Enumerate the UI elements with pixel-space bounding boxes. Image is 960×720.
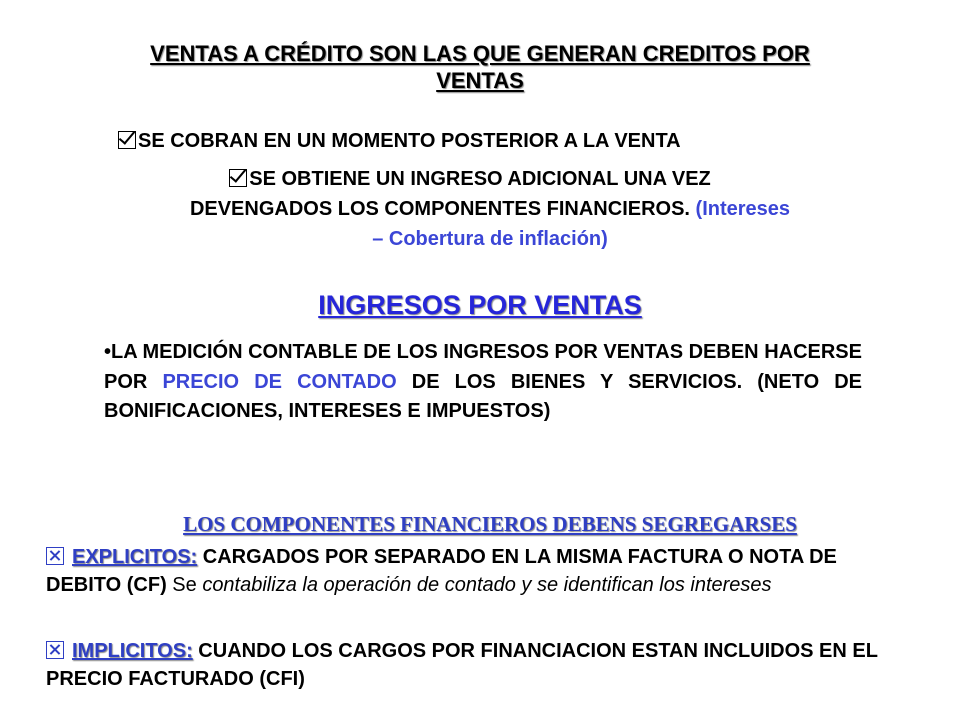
check-box-icon xyxy=(118,131,136,149)
title-line-2: VENTAS xyxy=(436,68,524,93)
item-text-implicitos: CUANDO LOS CARGOS POR FINANCIACION ESTAN INCLUIDOS EN EL PRECIO FACTURADO (CFI) xyxy=(46,640,878,690)
title-line-1: VENTAS A CRÉDITO SON LAS QUE GENERAN CREDITOS POR xyxy=(150,41,810,66)
check-item-2-line-2-text: DEVENGADOS LOS COMPONENTES FINANCIEROS. xyxy=(189,198,696,220)
ingresos-paragraph xyxy=(104,338,862,427)
check-item-2-line-1-text: SE OBTIENE UN INGRESO ADICIONAL UNA VEZ xyxy=(249,168,711,190)
check-item-2-line-3: – Cobertura de inflación) xyxy=(372,228,608,250)
ingresos-text-before: LA MEDICIÓN CONTABLE DE LOS INGRESOS POR VENTAS DEBEN HACERSE POR xyxy=(104,341,862,393)
check-item-2-line-1 xyxy=(60,164,920,194)
ingresos-highlight: PRECIO DE CONTADO xyxy=(162,370,397,393)
item-text-explicitos: CARGADOS POR SEPARADO EN LA MISMA FACTURA O NOTA DE DEBITO (CF) xyxy=(46,546,837,596)
check-item-2 xyxy=(60,164,920,254)
item-label-implicitos: IMPLICITOS: xyxy=(72,640,193,662)
item-label-explicitos: EXPLICITOS: xyxy=(72,546,198,568)
x-box-icon xyxy=(46,641,64,659)
check-item-1 xyxy=(118,126,918,156)
componentes-heading: LOS COMPONENTES FINANCIEROS DEBENS SEGREGARSES xyxy=(183,512,797,536)
check-box-icon xyxy=(229,169,247,187)
check-item-2-line-2-highlight: (Intereses xyxy=(695,198,791,220)
bullet-icon: • xyxy=(104,341,112,363)
item-text-explicitos-normal: Se xyxy=(166,573,203,596)
page-title xyxy=(60,40,900,94)
componentes-item-implicitos xyxy=(46,638,896,693)
check-item-2-line-2 xyxy=(60,194,920,224)
check-item-1-text: SE COBRAN EN UN MOMENTO POSTERIOR A LA VENTA xyxy=(138,130,681,152)
x-box-icon xyxy=(46,547,64,565)
ingresos-heading: INGRESOS POR VENTAS xyxy=(318,290,642,320)
componentes-item-explicitos xyxy=(46,544,896,599)
item-text-explicitos-italic: contabiliza la operación de contado y se identifican los intereses xyxy=(202,573,772,596)
ingresos-text-after: DE LOS BIENES Y SERVICIOS. (NETO DE BONIFICACIONES, INTERESES E IMPUESTOS) xyxy=(104,370,862,422)
